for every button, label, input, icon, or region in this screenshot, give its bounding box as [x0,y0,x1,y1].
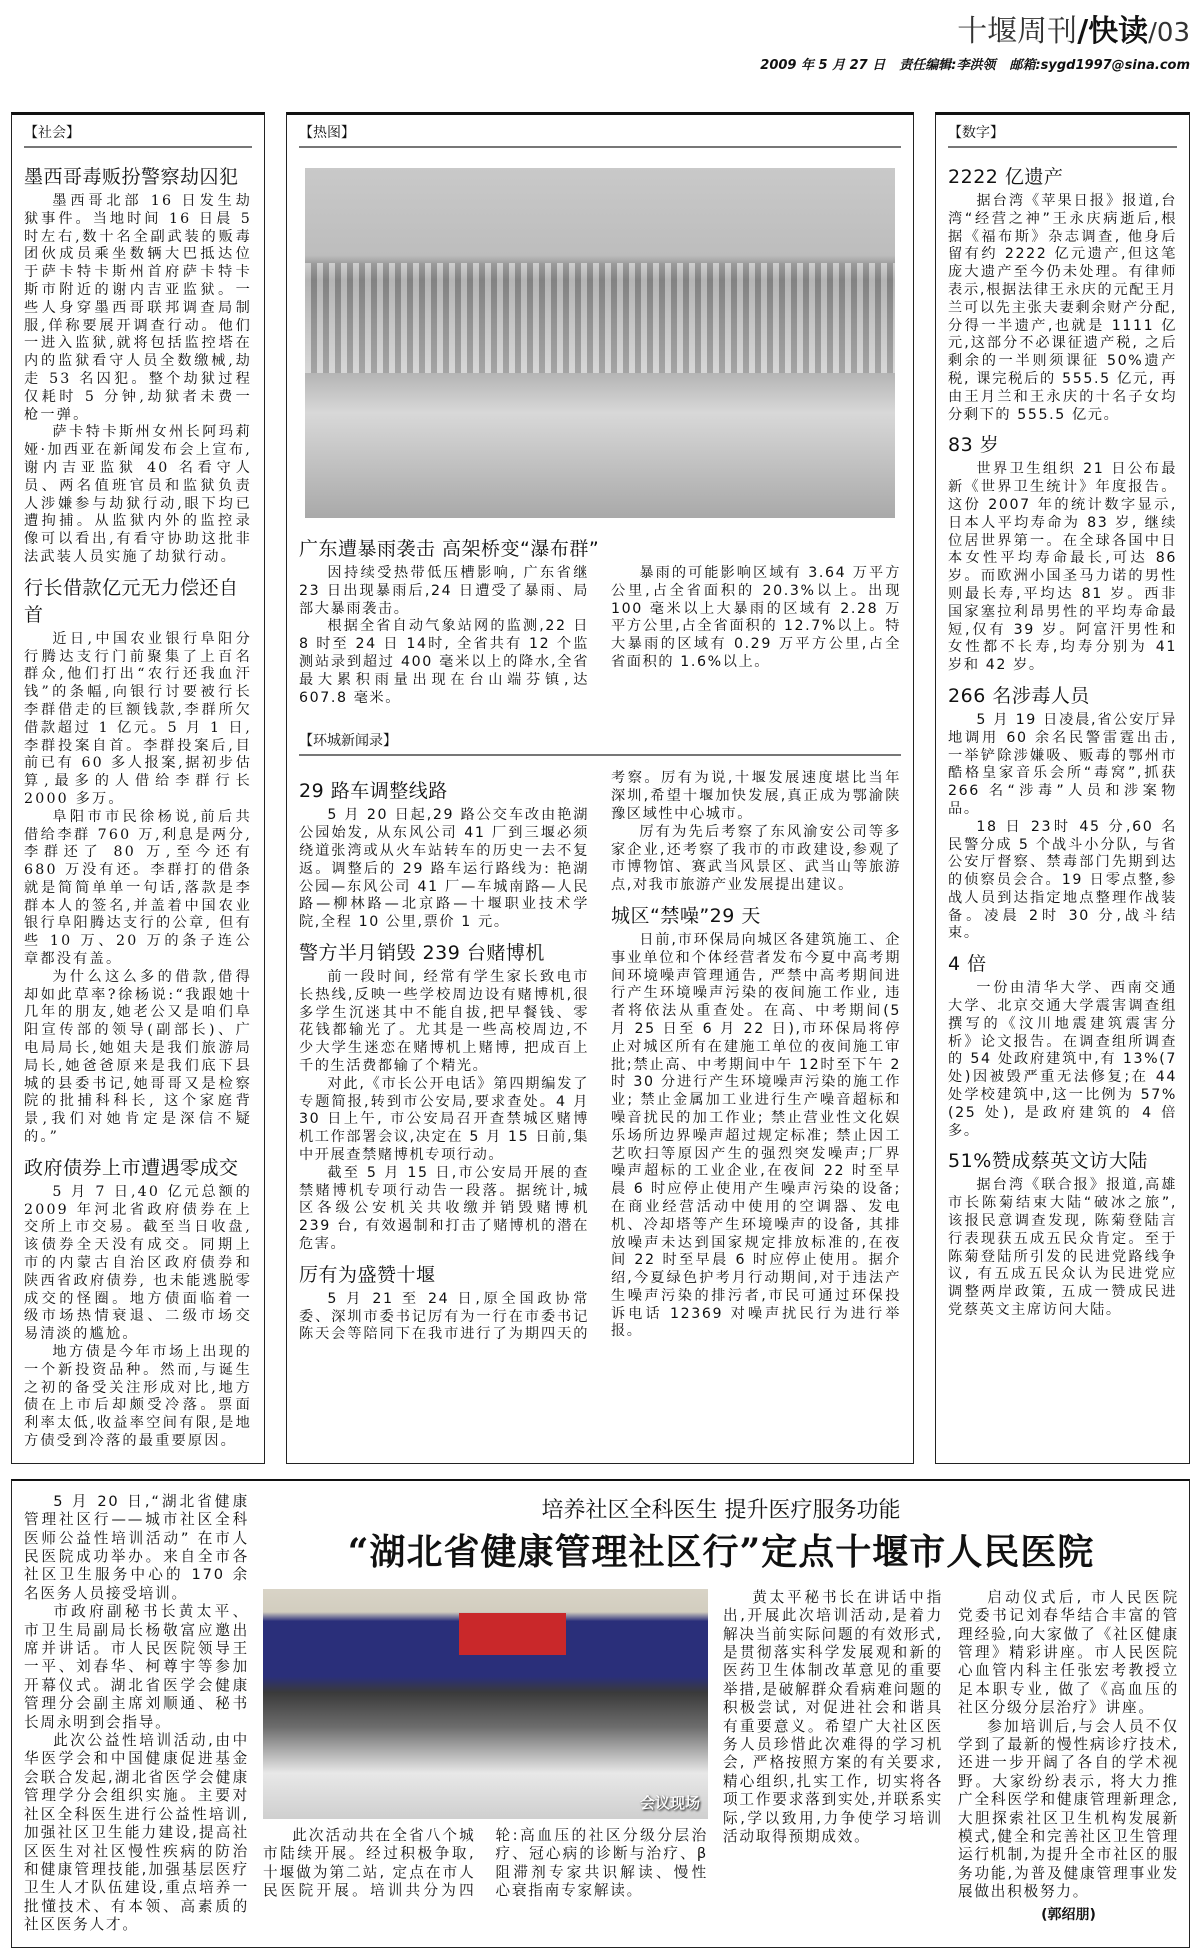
article-paragraph: 墨西哥北部 16 日发生劫狱事件。当地时间 16 日晨 5时左右,数十名全副武装的贩毒团伙成员乘坐数辆大巴抵达位于萨卡特卡斯州首府萨卡特卡斯市附近的谢内吉亚监狱。一些人身穿墨西哥联邦调查局制服,佯称要展开调查行动。他们一进入监狱,就将包括监控塔在内的监狱看守人员全数缴械,劫走 53 名囚犯。整个劫狱过程仅耗时 5 分钟,劫狱者未费一枪一弹。 [24,193,252,423]
feature-paragraph: 参加培训后,与会人员不仅学到了最新的慢性病诊疗技术,还进一步开阔了各自的学术视野。大家纷纷表示, 将大力推广全科医学和健康管理新理念,大胆探索社区卫生机构发展新模式,健全和完善社区卫生管理运行机制,为提升全市社区的服务功能,为普及健康管理事业发展做出积极努力。 [958,1717,1179,1901]
article-paragraph: 前一段时间, 经常有学生家长致电市长热线,反映一些学校周边设有赌博机,很多学生沉迷其中不能自拔,把早餐钱、零花钱都输光了。尤其是一些高校周边,不少大学生迷恋在赌博机上赌博, 把成百上千的生活费都输了个精光。 [298,968,589,1074]
paper-name: 十堰周刊 [957,14,1078,49]
article-headline: 266 名涉毒人员 [948,684,1090,707]
feature-column [723,1589,943,1847]
feature-column [24,1493,249,1935]
article-paragraph: 近日,中国农业银行阜阳分行腾达支行门前聚集了上百名群众,他们打出“农行还我血汗钱”的条幅,向银行讨要被行长李群借走的巨额钱款,李群所欠借款超过 1 亿元。5 月 1 日,李群投案自首。李群投案后,目前已有 60 多人报案,据初步估算,最多的人借给李群行长 2000 多万。 [24,630,252,807]
editor: 责任编辑:李洪领 [899,58,996,73]
article-list [948,162,1177,1320]
article-paragraph: 5 月 19 日凌晨,省公安厅异地调用 60 余名民警雷霆出击,一举铲除涉嫌吸、贩毒的鄂州市酷格皇家音乐会所“毒窝”,抓获 266 名“涉毒”人员和涉案物品。 [948,711,1177,817]
section-label: 【社会】 [24,115,252,148]
article-headline: 城区“禁噪”29 天 [611,904,761,927]
article-headline: 警方半月销毁 239 台赌博机 [298,941,545,964]
waterfall-bridge-image [305,263,895,373]
feature-article [11,1479,1190,1948]
email: 邮箱:sygd1997@sina.com [1009,58,1190,73]
feature-paragraph: 此次公益性培训活动,由中华医学会和中国健康促进基金会联合发起,湖北省医学会健康管理学分会组织实施。主要对社区全科医生进行公益性培训,加强社区卫生能力建设,提高社区医生对社区慢性疾病的防治和健康管理技能,加强基层医疗卫生人才队伍建设,重点培养一批懂技术、有本领、高素质的社区医务人才。 [24,1732,249,1934]
article-paragraph: 截至 5 月 15 日,市公安局开展的查禁赌博机专项行动告一段落。据统计,城区各级公安机关共收缴并销毁赌博机 239 台, 有效遏制和打击了赌博机的潜在危害。 [298,1164,589,1252]
feature-column [958,1589,1179,1924]
article-headline: 厉有为盛赞十堰 [298,1263,436,1286]
photo-headline: 广东遭暴雨袭击 高架桥变“瀑布群” [298,538,600,560]
byline: (郭绍朋) [1041,1906,1096,1923]
article-paragraph: 5 月 7 日,40 亿元总额的 2009 年河北省政府债券在上交所上市交易。截至当日收盘,该债券全天没有成交。同期上市的内蒙古自治区政府债券和陕西省政府债券, 也未能逃脱零成交的怪圈。地方债面临着一级市场热情衰退、二级市场交易清淡的尴尬。 [24,1183,252,1343]
article-paragraph: 世界卫生组织 21 日公布最新《世界卫生统计》年度报告。这份 2007 年的统计数字显示,日本人平均寿命为 83 岁, 继续位居世界第一。在全球各国中日本女性平均寿命最长,可达 86 岁。而欧洲小国圣马力诺的男性则最长寿,平均达 81 岁。西非国家塞拉利昂男性的平均寿命最短,仅有 39 岁。阿富汗男性和女性都不长寿,均寿分别为 41 岁和 42 岁。 [948,461,1177,674]
section-label: 【数字】 [948,115,1177,148]
feature-subtitle: 培养社区全科医生 提升医疗服务功能 [541,1497,901,1523]
article-paragraph: 据台湾《联合报》报道,高雄市长陈菊结束大陆“破冰之旅”,该报民意调查发现, 陈菊登陆言行表现获五成五民众肯定。至于陈菊登陆所引发的民进党路线争议, 有五成五民众认为民进党应调整两岸政策, 五成一赞成民进党蔡英文主席访问大陆。 [948,1177,1177,1319]
article-paragraph: 日前,市环保局向城区各建筑施工、企事业单位和个体经营者发布今夏中高考期间环境噪声管理通告, 严禁中高考期间进行产生环境噪声污染的夜间施工作业, 违者将依法从重查处。在高、中考期间(5 月 25 日至 6 月 22 日),市环保局将停止对城区所有在建施工单位的夜间施工审批;禁止高、中考期间中午 12时至下午 2时 30 分进行产生环境噪声污染的施工作业; 禁止金属加工业进行生产噪音超标和噪音扰民的加工作业; 禁止营业性文化娱乐场所边界噪声超过规定标准; 禁止因工艺吹扫等原因产生的强烈突发噪声;厂界噪声超标的工业企业,在夜间 22 时至早晨 6 时应停止使用产生噪声污染的设备;在商业经营活动中使用的空调器、发电机、冷却塔等产生环境噪声的设备, 其排放噪声未达到国家规定排放标准的,在夜间 22 时至早晨 6 时应停止使用。据介绍,今夏绿色护考月行动期间,对于违法产生噪声污染的排污者,市民可通过环保投诉电话 12369 对噪声扰民行为进行举报。 [611,931,902,1340]
article-paragraph: 为什么这么多的借款,借得却如此草率?徐杨说:“我跟她十几年的朋友,她老公又是咱们阜阳宣传部的领导(副部长)、广电局局长,她姐夫是我们旅游局局长,她爸爸原来是我们底下县城的县委书记,她哥哥又是检察院的批捕科科长, 这个家庭背景,我们对她肯定是深信不疑的。” [24,968,252,1146]
page-number: /03 [1148,18,1190,48]
article-paragraph: 5 月 21 至 24 日,原全国政协常委、深圳市委书记厉有为一行在市委书记陈天会等陪同下在我市进行了为期四天的考察。厉有为说,十堰发展速度堪比当年深圳,希望十堰加快发展,真正成为鄂渝陕豫区域性中心城市。 [298,770,902,1343]
article-paragraph: 据台湾《苹果日报》报道,台湾“经营之神”王永庆病逝后,根据《福布斯》杂志调查, 他身后留有约 2222 亿元遗产,但这笔庞大遗产至今仍未处理。有律师表示,根据法律王永庆的元配王月兰可以先主张夫妻剩余财产分配,分得一半遗产,也就是 1111 亿元,这部分不必课征遗产税, 之后剩余的一半则须课征 50%遗产税, 课完税后的 555.5 亿元, 再由王月兰和王永庆的十名子女均分剩下的 555.5 亿元。 [948,193,1177,423]
separator: / [1077,14,1089,49]
feature-column [263,1827,708,1901]
society-column [11,112,265,1464]
city-news [299,770,901,1344]
article-headline: 4 倍 [948,953,987,976]
article-headline: 29 路车调整线路 [298,780,448,803]
article-list [24,162,252,1451]
feature-paragraph: 5 月 20 日,“湖北省健康管理社区行——城市社区全科医师公益性培训活动” 在市人民医院成功举办。来自全市各社区卫生服务中心的 170 余名医务人员接受培训。 [24,1492,249,1602]
article-headline: 2222 亿遗产 [948,166,1064,188]
feature-paragraph: 启动仪式后, 市人民医院党委书记刘春华结合丰富的管理经验,向大家做了《社区健康管理》精彩讲座。市人民医院心血管内科主任张宏考教授立足本职专业, 做了《高血压的社区分级分层治疗》讲座。 [958,1588,1179,1717]
photo-caption: 会议现场 [639,1793,700,1812]
feature-main [263,1493,1179,1935]
photo-block [263,1589,708,1901]
article-headline: 83 岁 [948,434,1000,457]
masthead [746,6,1190,73]
issue-date: 2009 年 5 月 27 日 [760,58,886,73]
meeting-photo [263,1589,708,1819]
article-paragraph: 地方债是今年市场上出现的一个新投资品种。然而,与诞生之初的备受关注形成对比,地方债在上市后却颇受冷落。票面利率太低,收益率空间有限,是地方债受到冷落的最重要原因。 [24,1344,252,1449]
article-headline: 墨西哥毒贩扮警察劫囚犯 [24,166,239,188]
article-paragraph: 一份由清华大学、西南交通大学、北京交通大学震害调查组撰写的《汶川地震建筑震害分析》论文报告。在调查组所调查的 54 处政府建筑中,有 13%(7 处)因被毁严重无法修复;在 44 处学校建筑中,这一比例为 57%(25 处), 是政府建筑的 4 倍多。 [948,980,1177,1139]
photo-paragraph: 因持续受热带低压槽影响, 广东省继 23 日出现暴雨后,24 日遭受了暴雨、局部大暴雨袭击。 [298,565,589,617]
feature-row [263,1589,1179,1924]
section-name: 快读 [1088,14,1149,49]
photo-paragraph: 暴雨的可能影响区域有 3.64 万平方公里,占全省面积的 20.3%以上。出现 100 毫米以上大暴雨的区域有 2.28 万平方公里,占全省面积的 12.7%以上。特大暴雨的区域有 0.29 万平方公里,占全省面积的 1.6%以上。 [611,565,902,670]
article-headline: 政府债券上市遭遇零成交 [24,1156,239,1179]
article-paragraph: 18 日 23时 45 分,60 名民警分成 5 个战斗小分队, 与省公安厅督察、禁毒部门先期到达的侦察员会合。19 日零点整,参战人员到达指定地点整理作战装备。凌晨 2时 30 分,战斗结束。 [948,818,1177,942]
feature-paragraph: 此次活动共在全省八个城市陆续开展。经过积极争取,十堰做为第二站, 定点在市人民医院开展。培训共分为四轮:高血压的社区分级分层治疗、冠心病的诊断与治疗、β 阻滞剂专家共识解读、慢性心衰指南专家解读。 [263,1826,708,1900]
article-paragraph: 厉有为先后考察了东风渝安公司等多家企业,还考察了我市的市政建设,参观了市博物馆、赛武当风景区、武当山等旅游点,对我市旅游产业发展提出建议。 [611,823,902,894]
hot-photo-column [286,112,914,1464]
photo-story [299,565,901,707]
feature-title: “湖北省健康管理社区行”定点十堰市人民医院 [347,1530,1095,1573]
photo-paragraph: 根据全省自动气象站网的监测,22 日 8 时至 24 日 14时, 全省共有 12 个监测站录到超过 400 毫米以上的降水,全省最大累积雨量出现在台山端芬镇,达 607.8 毫米。 [298,618,589,706]
article-paragraph: 5 月 20 日起,29 路公交车改由艳湖公园始发, 从东风公司 41 厂到三堰必须绕道张湾或从火车站转车的历史一去不复返。调整后的 29 路车运行路线为: 艳湖公园—东风公司 41 厂—车城南路—人民路—柳林路—北京路—十堰职业技术学院,全程 10 公里,票价 1 元。 [298,807,589,931]
article-paragraph: 对此,《市长公开电话》第四期编发了专题简报,转到市公安局,要求查处。4 月 30 日上午, 市公安局召开查禁城区赌博机工作部署会议,决定在 5 月 15 日前,集中开展查禁赌博机专项行动。 [298,1075,589,1163]
section-label: 【环城新闻录】 [299,723,901,756]
feature-paragraph: 黄太平秘书长在讲话中指出,开展此次培训活动,是着力解决当前实际问题的有效形式,是贯彻落实科学发展观和新的医药卫生体制改革意见的重要举措,是破解群众看病难问题的积极尝试, 对促进社会和谐具有重要意义。希望广大社区医务人员珍惜此次难得的学习机会, 严格按照方案的有关要求,精心组织,扎实工作, 切实将各项工作要求落到实处,并联系实际,学以致用,力争使学习培训活动取得预期成效。 [723,1588,943,1846]
meeting-banner [459,1613,566,1655]
article-paragraph: 阜阳市市民徐杨说,前后共借给李群 760 万,利息是两分,李群还了 80 万,至今还有 680 万没有还。李群打的借条就是简简单单一句话,落款是李群本人的签名,并盖着中国农业银行阜阳腾达支行的公章, 但有些 10 万、20 万的条子连公章都没有盖。 [24,808,252,968]
flood-photo [305,168,895,518]
feature-paragraph: 市政府副秘书长黄太平、市卫生局副局长杨敬富应邀出席并讲话。市人民医院领导王一平、刘春华、柯尊宇等参加开幕仪式。湖北省医学会健康管理分会副主席刘顺通、秘书长周永明到会指导。 [24,1603,249,1731]
section-label: 【热图】 [299,115,901,148]
top-row [11,112,1190,1464]
article-headline: 51%赞成蔡英文访大陆 [948,1150,1148,1173]
numbers-column [935,112,1190,1464]
article-paragraph: 萨卡特卡斯州女州长阿玛莉娅·加西亚在新闻发布会上宣布,谢内吉亚监狱 40 名看守人员、两名值班官员和监狱负责人涉嫌参与劫狱行动,眼下均已遭拘捕。从监狱内外的监控录像可以看出,有看守协助这批非法武装人员实施了劫狱行动。 [24,424,252,565]
article-headline: 行长借款亿元无力偿还自首 [24,576,239,626]
